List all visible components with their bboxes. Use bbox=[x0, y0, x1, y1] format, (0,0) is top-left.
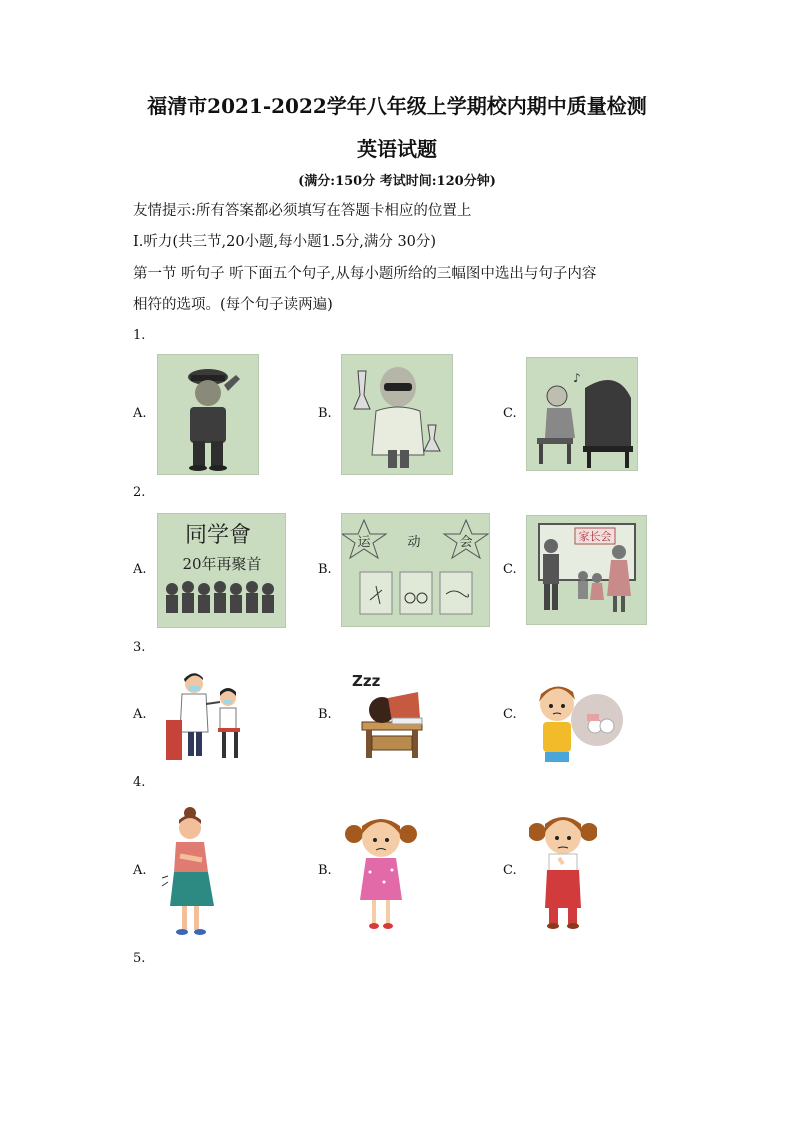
part-instructions-line2: 相符的选项。(每个句子读两遍) bbox=[133, 297, 333, 313]
option-label-4b: B. bbox=[318, 863, 332, 878]
answer-tip: 友情提示:所有答案都必须填写在答题卡相应的位置上 bbox=[133, 203, 472, 219]
sports-char-1: 运 bbox=[357, 535, 371, 550]
reunion-sub-text: 20年再聚首 bbox=[182, 555, 262, 573]
option-label-3c: C. bbox=[503, 707, 517, 722]
option-label-4c: C. bbox=[503, 863, 517, 878]
question-number-3: 3. bbox=[133, 640, 146, 655]
option-label-4a: A. bbox=[133, 863, 147, 878]
sports-char-2: 动 bbox=[407, 535, 421, 550]
zzz-text: Zzz bbox=[352, 672, 381, 690]
pianist-image bbox=[526, 357, 638, 471]
question-number-2: 2. bbox=[133, 485, 146, 500]
reunion-title-text: 同学會 bbox=[184, 523, 252, 548]
police-officer-image bbox=[157, 354, 259, 475]
boy-with-medicine-image bbox=[527, 676, 623, 764]
score-time-info: (满分:150分 考试时间:120分钟) bbox=[298, 174, 496, 189]
option-label-1b: B. bbox=[318, 406, 332, 421]
sports-char-3: 会 bbox=[459, 535, 473, 550]
question-number-4: 4. bbox=[133, 775, 146, 790]
option-label-1a: A. bbox=[133, 406, 147, 421]
section-heading: I.听力(共三节,20小题,每小题1.5分,满分 30分) bbox=[133, 234, 437, 250]
doctor-visit-image bbox=[162, 670, 246, 760]
class-reunion-image bbox=[157, 513, 286, 628]
option-label-2a: A. bbox=[133, 562, 147, 577]
part-instructions-line1: 第一节 听句子 听下面五个句子,从每小题所给的三幅图中选出与句子内容 bbox=[133, 266, 597, 282]
option-label-3a: A. bbox=[133, 707, 147, 722]
question-number-1: 1. bbox=[133, 328, 146, 343]
sleeping-student-image bbox=[348, 670, 438, 762]
woman-stomachache-image bbox=[160, 806, 222, 938]
option-label-3b: B. bbox=[318, 707, 332, 722]
svg-text:♪: ♪ bbox=[573, 371, 581, 385]
sports-meeting-image bbox=[341, 513, 490, 627]
parents-sign-text: 家长会 bbox=[578, 530, 612, 543]
scientist-image bbox=[341, 354, 453, 475]
question-number-5: 5. bbox=[133, 951, 146, 966]
parents-meeting-image bbox=[526, 515, 647, 625]
girl-sore-throat-image bbox=[529, 810, 597, 934]
girl-toothache-image bbox=[344, 812, 418, 932]
page-subtitle: 英语试题 bbox=[357, 137, 437, 161]
page-title: 福清市2021-2022学年八年级上学期校内期中质量检测 bbox=[147, 94, 647, 118]
option-label-2c: C. bbox=[503, 562, 517, 577]
option-label-1c: C. bbox=[503, 406, 517, 421]
option-label-2b: B. bbox=[318, 562, 332, 577]
